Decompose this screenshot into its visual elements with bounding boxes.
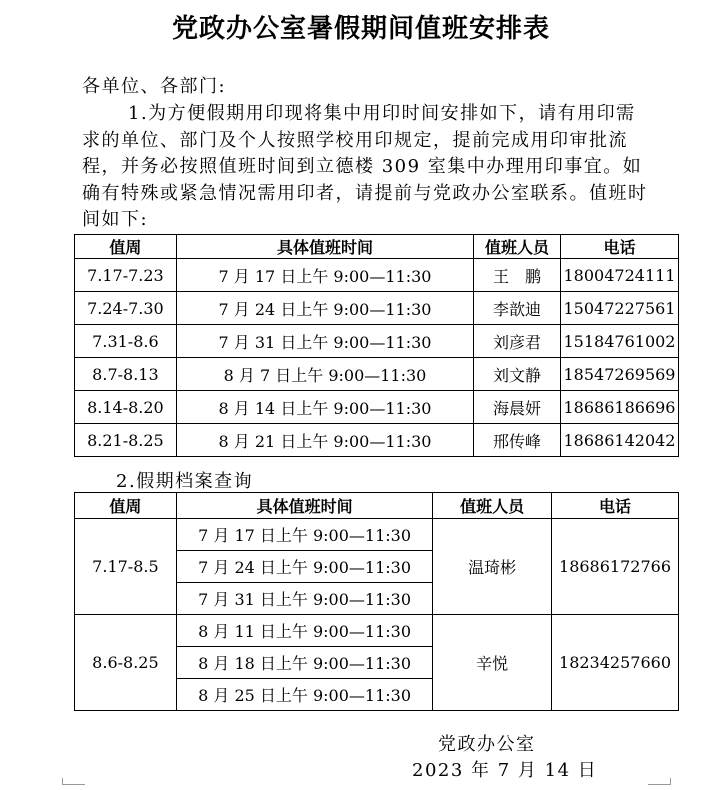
section-2-title: 2.假期档案查询 bbox=[116, 471, 254, 492]
cell-phone: 15047227561 bbox=[560, 292, 678, 325]
cell-phone: 18234257660 bbox=[552, 615, 679, 711]
cell-person: 邢传峰 bbox=[474, 424, 561, 457]
header-phone: 电话 bbox=[552, 493, 679, 519]
cell-week: 8.7-8.13 bbox=[75, 358, 177, 391]
cell-time: 7 月 31 日上午 9:00—11:30 bbox=[176, 325, 473, 358]
cell-person: 辛悦 bbox=[433, 615, 552, 711]
cell-person: 温琦彬 bbox=[433, 519, 552, 615]
cell-time: 8 月 21 日上午 9:00—11:30 bbox=[176, 424, 473, 457]
header-week: 值周 bbox=[75, 235, 177, 259]
greeting: 各单位、各部门: bbox=[82, 76, 227, 97]
cell-time: 8 月 14 日上午 9:00—11:30 bbox=[176, 391, 473, 424]
table-row bbox=[75, 391, 679, 424]
cell-phone: 18004724111 bbox=[560, 259, 678, 292]
cell-week: 7.17-8.5 bbox=[75, 519, 177, 615]
page-corner-mark-right bbox=[648, 778, 671, 785]
cell-phone: 15184761002 bbox=[560, 325, 678, 358]
cell-person: 王 鹏 bbox=[474, 259, 561, 292]
header-week: 值周 bbox=[75, 493, 177, 519]
cell-time: 8 月 18 日上午 9:00—11:30 bbox=[176, 647, 432, 679]
table-header-row bbox=[75, 493, 679, 519]
paragraph-1 bbox=[82, 101, 652, 234]
table-row bbox=[75, 259, 679, 292]
signature-org: 党政办公室 bbox=[438, 734, 536, 755]
page-corner-mark-left bbox=[62, 778, 85, 785]
cell-time: 8 月 7 日上午 9:00—11:30 bbox=[176, 358, 473, 391]
cell-time: 8 月 25 日上午 9:00—11:30 bbox=[176, 679, 432, 711]
cell-person: 李歆迪 bbox=[474, 292, 561, 325]
table-row bbox=[75, 358, 679, 391]
cell-person: 海晨妍 bbox=[474, 391, 561, 424]
cell-phone: 18686186696 bbox=[560, 391, 678, 424]
table-row bbox=[75, 519, 679, 551]
header-time: 具体值班时间 bbox=[176, 493, 432, 519]
header-time: 具体值班时间 bbox=[176, 235, 473, 259]
signature-date: 2023 年 7 月 14 日 bbox=[412, 760, 598, 781]
header-phone: 电话 bbox=[560, 235, 678, 259]
cell-phone: 18686172766 bbox=[552, 519, 679, 615]
header-person: 值班人员 bbox=[433, 493, 552, 519]
paragraph-1-text: 1.为方便假期用印现将集中用印时间安排如下，请有用印需求的单位、部门及个人按照学校用印规定，提前完成用印审批流程，并务必按照值班时间到立德楼 309 室集中办理用印事宜。如确有特殊或紧急情况需用印者，请提前与党政办公室联系。值班时间如下: bbox=[82, 103, 648, 230]
cell-week: 7.24-7.30 bbox=[75, 292, 177, 325]
duty-schedule-table bbox=[74, 234, 679, 457]
table-row bbox=[75, 292, 679, 325]
cell-phone: 18686142042 bbox=[560, 424, 678, 457]
table-row bbox=[75, 615, 679, 647]
cell-time: 8 月 11 日上午 9:00—11:30 bbox=[176, 615, 432, 647]
table-row bbox=[75, 325, 679, 358]
cell-person: 刘文静 bbox=[474, 358, 561, 391]
cell-week: 7.17-7.23 bbox=[75, 259, 177, 292]
cell-time: 7 月 31 日上午 9:00—11:30 bbox=[176, 583, 432, 615]
cell-week: 8.6-8.25 bbox=[75, 615, 177, 711]
cell-time: 7 月 17 日上午 9:00—11:30 bbox=[176, 259, 473, 292]
cell-week: 7.31-8.6 bbox=[75, 325, 177, 358]
cell-person: 刘彦君 bbox=[474, 325, 561, 358]
table-row bbox=[75, 424, 679, 457]
table-header-row bbox=[75, 235, 679, 259]
cell-time: 7 月 17 日上午 9:00—11:30 bbox=[176, 519, 432, 551]
header-person: 值班人员 bbox=[474, 235, 561, 259]
cell-week: 8.21-8.25 bbox=[75, 424, 177, 457]
archive-query-table bbox=[74, 492, 679, 711]
cell-phone: 18547269569 bbox=[560, 358, 678, 391]
cell-time: 7 月 24 日上午 9:00—11:30 bbox=[176, 551, 432, 583]
page-title: 党政办公室暑假期间值班安排表 bbox=[171, 14, 550, 44]
cell-time: 7 月 24 日上午 9:00—11:30 bbox=[176, 292, 473, 325]
cell-week: 8.14-8.20 bbox=[75, 391, 177, 424]
